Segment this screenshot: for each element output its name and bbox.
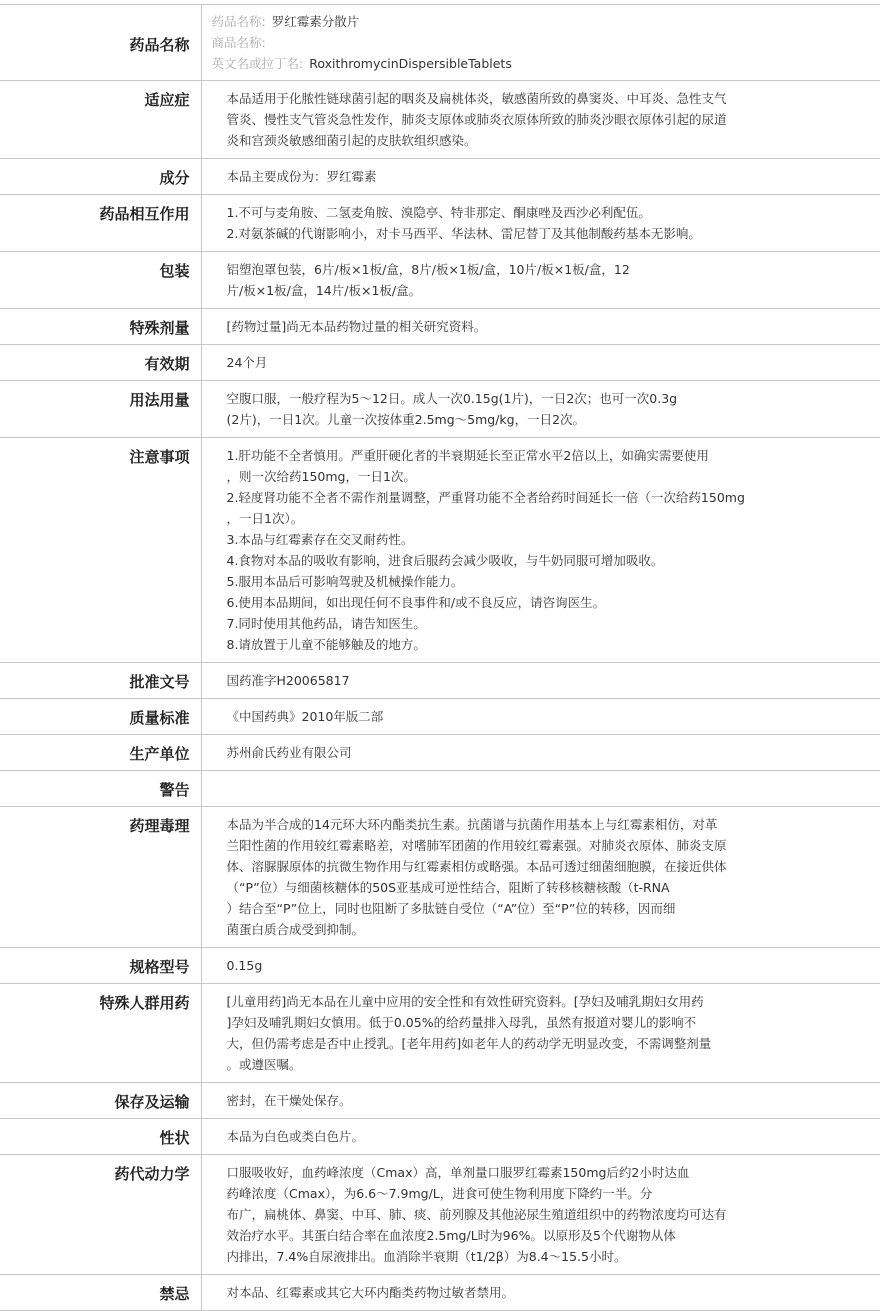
value-line: 效治疗水平。其蛋白结合率在血浓度2.5mg/L时为96%。以原形及5个代谢物从体	[226, 1228, 676, 1243]
value-line: 体、溶脲脲原体的抗微生物作用与红霉素相仿或略强。本品可透过细菌细胞膜，在接近供体	[226, 859, 727, 874]
trade-name-line	[212, 32, 871, 53]
row-label: 规格型号	[0, 948, 201, 984]
row-pharmacokinetics	[0, 1155, 880, 1275]
row-value	[201, 735, 880, 771]
value-line: 菌蛋白质合成受到抑制。	[226, 922, 365, 937]
generic-name-line	[212, 11, 871, 32]
row-label: 药理毒理	[0, 807, 201, 948]
row-value	[201, 1155, 880, 1275]
row-label: 适应症	[0, 81, 201, 159]
row-label: 警告	[0, 771, 201, 807]
row-label: 批准文号	[0, 663, 201, 699]
row-spec	[0, 948, 880, 984]
value-line: ，则一次给药150mg，一日1次。	[226, 469, 416, 484]
row-label: 有效期	[0, 345, 201, 381]
value-line: 本品为半合成的14元环大环内酯类抗生素。抗菌谱与抗菌作用基本上与红霉素相仿，对革	[226, 817, 718, 832]
value-line: 片/板×1板/盒，14片/板×1板/盒。	[226, 283, 422, 298]
row-value	[201, 309, 880, 345]
row-value	[201, 252, 880, 309]
value-line: (2片)，一日1次。儿童一次按体重2.5mg～5mg/kg，一日2次。	[226, 412, 586, 427]
value-line: 《中国药典》2010年版二部	[226, 709, 384, 724]
row-value	[201, 1275, 880, 1311]
row-special-population	[0, 984, 880, 1083]
value-line: 7.同时使用其他药品，请告知医生。	[226, 616, 426, 631]
row-value	[201, 1083, 880, 1119]
row-value	[201, 663, 880, 699]
value-line: [儿童用药]尚无本品在儿童中应用的安全性和有效性研究资料。[孕妇及哺乳期妇女用药	[226, 994, 704, 1009]
row-value	[201, 381, 880, 438]
value-line	[227, 778, 871, 799]
value-line: 2.轻度肾功能不全者不需作剂量调整，严重肾功能不全者给药时间延长一倍（一次给药150mg	[226, 490, 745, 505]
row-contraindications	[0, 1275, 880, 1311]
value-line: 本品为白色或类白色片。	[226, 1129, 365, 1144]
row-value	[201, 345, 880, 381]
row-label: 药品相互作用	[0, 195, 201, 252]
row-value	[201, 5, 880, 81]
value-line: ]孕妇及哺乳期妇女慎用。低于0.05%的给药量排入母乳，虽然有报道对婴儿的影响不	[226, 1015, 697, 1030]
row-label: 保存及运输	[0, 1083, 201, 1119]
english-name-value: RoxithromycinDispersibleTablets	[309, 56, 512, 71]
value-line: 8.请放置于儿童不能够触及的地方。	[226, 637, 426, 652]
row-label: 生产单位	[0, 735, 201, 771]
row-label: 包装	[0, 252, 201, 309]
value-line: 口服吸收好，血药峰浓度（Cmax）高，单剂量口服罗红霉素150mg后约2小时达血	[226, 1165, 690, 1180]
generic-name-label: 药品名称:	[211, 14, 266, 29]
row-label: 特殊剂量	[0, 309, 201, 345]
value-line: 3.本品与红霉素存在交叉耐药性。	[226, 532, 414, 547]
value-line: 本品主要成份为：罗红霉素	[226, 169, 377, 184]
value-line: 大，但仍需考虑是否中止授乳。[老年用药]如老年人的药动学无明显改变，不需调整剂量	[226, 1036, 712, 1051]
row-ingredients	[0, 159, 880, 195]
row-warning	[0, 771, 880, 807]
row-drug-name	[0, 5, 880, 81]
value-line: 布广，扁桃体、鼻窦、中耳、肺、痰、前列腺及其他泌尿生殖道组织中的药物浓度均可达有	[226, 1207, 727, 1222]
row-label: 成分	[0, 159, 201, 195]
value-line: 密封，在干燥处保存。	[226, 1093, 352, 1108]
row-appearance	[0, 1119, 880, 1155]
trade-name-label: 商品名称:	[211, 35, 266, 50]
row-value	[201, 159, 880, 195]
value-line: 5.服用本品后可影响驾驶及机械操作能力。	[226, 574, 464, 589]
value-line: 国药准字H20065817	[226, 673, 350, 688]
row-shelf-life	[0, 345, 880, 381]
row-label: 注意事项	[0, 438, 201, 663]
value-line: 0.15g	[226, 958, 263, 973]
row-standard	[0, 699, 880, 735]
row-value	[201, 771, 880, 807]
value-line: [药物过量]尚无本品药物过量的相关研究资料。	[226, 319, 487, 334]
value-line: 药峰浓度（Cmax），为6.6～7.9mg/L，进食可使生物利用度下降约一半。分	[226, 1186, 653, 1201]
row-label: 药品名称	[0, 5, 201, 81]
value-line: 2.对氨茶碱的代谢影响小，对卡马西平、华法林、雷尼替丁及其他制酸药基本无影响。	[226, 226, 701, 241]
row-packaging	[0, 252, 880, 309]
value-line: 铝塑泡罩包装，6片/板×1板/盒，8片/板×1板/盒，10片/板×1板/盒，12	[226, 262, 630, 277]
value-line: 。或遵医嘱。	[226, 1057, 302, 1072]
row-manufacturer	[0, 735, 880, 771]
value-line: 4.食物对本品的吸收有影响，进食后服药会减少吸收，与牛奶同服可增加吸收。	[226, 553, 664, 568]
generic-name-value: 罗红霉素分散片	[271, 14, 360, 29]
row-pharmacology	[0, 807, 880, 948]
value-line: （“P”位）与细菌核糖体的50S亚基成可逆性结合，阻断了转移核糖核酸（t-RNA	[226, 880, 670, 895]
row-value	[201, 948, 880, 984]
row-storage	[0, 1083, 880, 1119]
row-label: 质量标准	[0, 699, 201, 735]
row-value	[201, 81, 880, 159]
drug-info-table	[0, 4, 880, 1311]
row-label: 禁忌	[0, 1275, 201, 1311]
value-line: 炎和宫颈炎敏感细菌引起的皮肤软组织感染。	[226, 133, 477, 148]
row-value	[201, 195, 880, 252]
row-dosage	[0, 381, 880, 438]
row-value	[201, 1119, 880, 1155]
row-label: 用法用量	[0, 381, 201, 438]
value-line: 6.使用本品期间，如出现任何不良事件和/或不良反应，请咨询医生。	[226, 595, 606, 610]
row-indications	[0, 81, 880, 159]
value-line: ，一日1次）。	[226, 511, 304, 526]
value-line: 空腹口服，一般疗程为5～12日。成人一次0.15g(1片)，一日2次；也可一次0.3g	[226, 391, 678, 406]
row-label: 特殊人群用药	[0, 984, 201, 1083]
row-value	[201, 438, 880, 663]
value-line: 对本品、红霉素或其它大环内酯类药物过敏者禁用。	[226, 1285, 515, 1300]
row-label: 药代动力学	[0, 1155, 201, 1275]
value-line: 1.肝功能不全者慎用。严重肝硬化者的半衰期延长至正常水平2倍以上，如确实需要使用	[226, 448, 709, 463]
row-value	[201, 984, 880, 1083]
row-value	[201, 807, 880, 948]
value-line: 管炎、慢性支气管炎急性发作，肺炎支原体或肺炎衣原体所致的肺炎沙眼衣原体引起的尿道	[226, 112, 727, 127]
row-precautions	[0, 438, 880, 663]
value-line: 1.不可与麦角胺、二氢麦角胺、溴隐亭、特非那定、酮康唑及西沙必利配伍。	[226, 205, 651, 220]
value-line: 24个月	[226, 355, 268, 370]
value-line: 本品适用于化脓性链球菌引起的咽炎及扁桃体炎，敏感菌所致的鼻窦炎、中耳炎、急性支气	[226, 91, 727, 106]
value-line: 兰阳性菌的作用较红霉素略差，对嗜肺军团菌的作用较红霉素强。对肺炎衣原体、肺炎支原	[226, 838, 727, 853]
row-approval-no	[0, 663, 880, 699]
row-interactions	[0, 195, 880, 252]
row-label: 性状	[0, 1119, 201, 1155]
row-overdose	[0, 309, 880, 345]
value-line: 苏州俞氏药业有限公司	[226, 745, 352, 760]
drug-info-table-body	[0, 5, 880, 1311]
row-value	[201, 699, 880, 735]
english-name-line	[212, 53, 871, 74]
value-line: ）结合至“P”位上，同时也阻断了多肽链自受位（“A”位）至“P”位的转移，因而细	[226, 901, 676, 916]
value-line: 内排出，7.4%自尿液排出。血消除半衰期（t1/2β）为8.4～15.5小时。	[226, 1249, 627, 1264]
english-name-label: 英文名或拉丁名:	[211, 56, 304, 71]
